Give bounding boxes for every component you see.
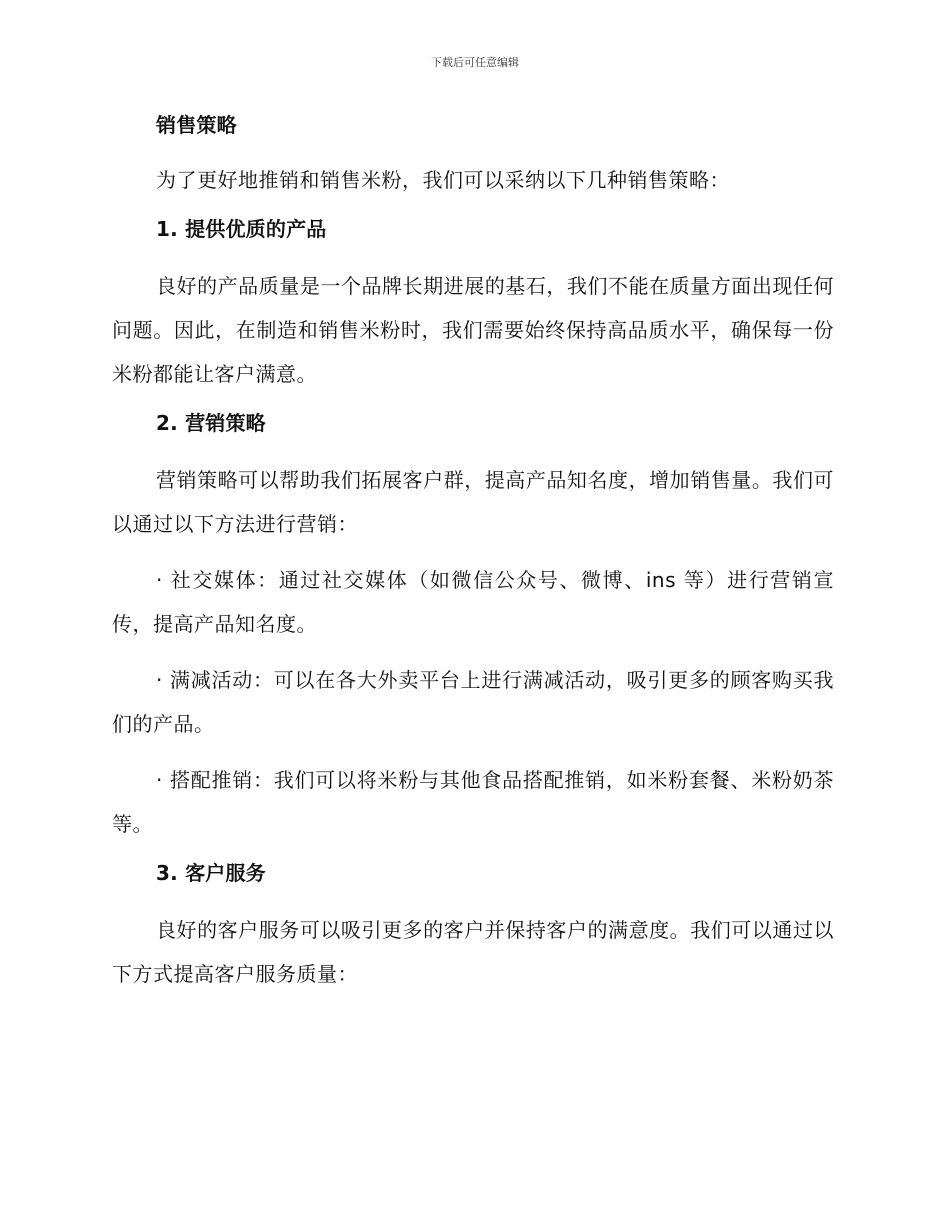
intro-paragraph: 为了更好地推销和销售米粉，我们可以采纳以下几种销售策略： bbox=[156, 168, 730, 192]
section-3-heading: 3. 客户服务 bbox=[156, 861, 266, 885]
section-2-heading: 2. 营销策略 bbox=[156, 411, 266, 435]
bullet-discount-activity: · 满减活动：可以在各大外卖平台上进行满减活动，吸引更多的顾客购买我们的产品。 bbox=[112, 668, 834, 736]
header-note: 下载后可任意编辑 bbox=[431, 56, 519, 69]
section-1-body: 良好的产品质量是一个品牌长期进展的基石，我们不能在质量方面出现任何问题。因此，在制造和销售米粉时，我们需要始终保持高品质水平，确保每一份米粉都能让客户满意。 bbox=[112, 274, 834, 386]
section-2-body: 营销策略可以帮助我们拓展客户群，提高产品知名度，增加销售量。我们可以通过以下方法进行营销： bbox=[112, 468, 834, 536]
section-1-heading: 1. 提供优质的产品 bbox=[156, 217, 327, 241]
document-content bbox=[112, 110, 834, 996]
bullet-bundle-sales: · 搭配推销：我们可以将米粉与其他食品搭配推销，如米粉套餐、米粉奶茶等。 bbox=[112, 768, 834, 836]
bullet-social-media: · 社交媒体：通过社交媒体（如微信公众号、微博、ins 等）进行营销宣传，提高产品知名度。 bbox=[112, 568, 834, 636]
section-3-body: 良好的客户服务可以吸引更多的客户并保持客户的满意度。我们可以通过以下方式提高客户服务质量： bbox=[112, 918, 834, 986]
section-title: 销售策略 bbox=[156, 113, 237, 137]
